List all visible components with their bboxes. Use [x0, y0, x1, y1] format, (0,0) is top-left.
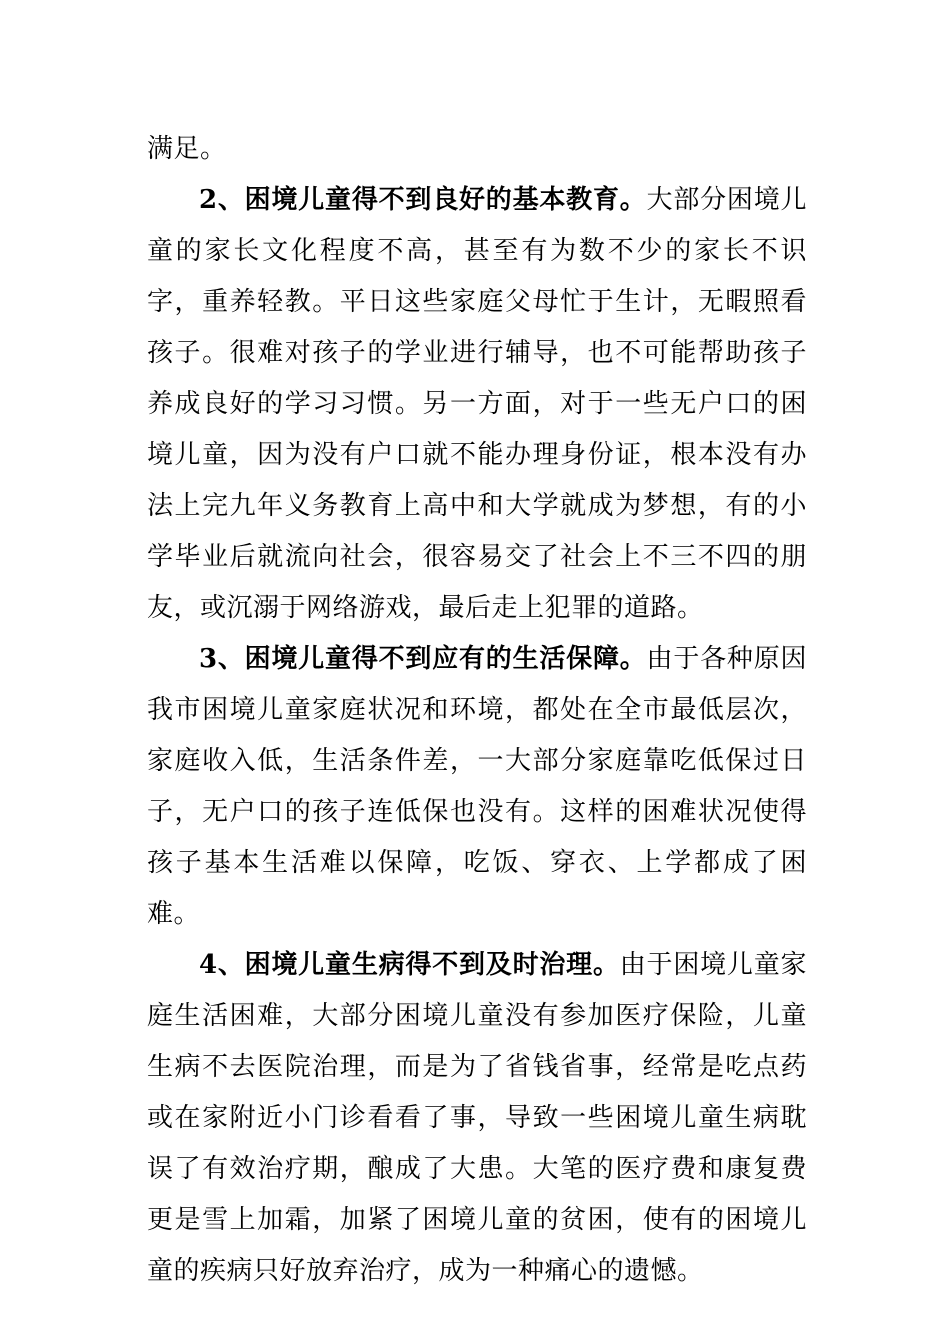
paragraph-body: 由于困境儿童家庭生活困难，大部分困境儿童没有参加医疗保险，儿童生病不去医院治理，而是为了省钱省事，经常是吃点药或在家附近小门诊看看了事，导致一些困境儿童生病耽误了有效治疗期，酿成了大患。大笔的医疗费和康复费更是雪上加霜，加紧了困境儿童的贫困，使有的困境儿童的疾病只好放弃治疗，成为一种痛心的遗憾。 [147, 950, 807, 1286]
paragraph-heading: 2、困境儿童得不到良好的基本教育。 [199, 185, 647, 215]
paragraph-body: 由于各种原因我市困境儿童家庭状况和环境，都处在全市最低层次，家庭收入低，生活条件差，一大部分家庭靠吃低保过日子，无户口的孩子连低保也没有。这样的困难状况使得孩子基本生活难以保障，吃饭、穿衣、上学都成了困难。 [147, 644, 807, 929]
document-body [147, 124, 807, 1297]
paragraph-heading: 3、困境儿童得不到应有的生活保障。 [199, 644, 647, 674]
paragraph-medical [147, 940, 807, 1297]
paragraph-body: 满足。 [147, 134, 227, 164]
paragraph-education [147, 175, 807, 634]
paragraph-continuation [147, 124, 807, 175]
paragraph-heading: 4、困境儿童生病得不到及时治理。 [199, 950, 620, 980]
paragraph-body: 大部分困境儿童的家长文化程度不高，甚至有为数不少的家长不识字，重养轻教。平日这些家庭父母忙于生计，无暇照看孩子。很难对孩子的学业进行辅导，也不可能帮助孩子养成良好的学习习惯。另一方面，对于一些无户口的困境儿童，因为没有户口就不能办理身份证，根本没有办法上完九年义务教育上高中和大学就成为梦想，有的小学毕业后就流向社会，很容易交了社会上不三不四的朋友，或沉溺于网络游戏，最后走上犯罪的道路。 [147, 185, 807, 623]
paragraph-living-security [147, 634, 807, 940]
